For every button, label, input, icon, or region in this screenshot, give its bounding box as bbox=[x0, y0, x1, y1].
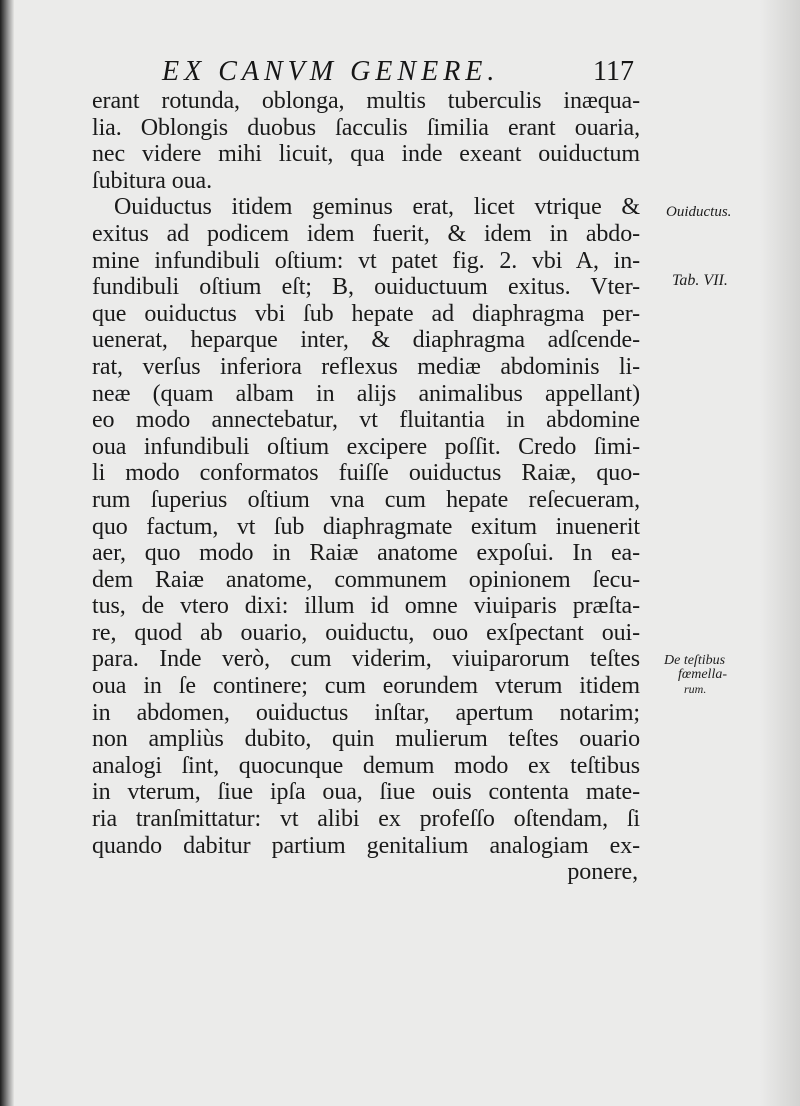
text-line: uenerat, heparque inter, & diaphragma adſcende- bbox=[92, 327, 640, 354]
text-line-final: ponere, bbox=[567, 859, 638, 886]
text-line: para. Inde verò, cum viderim, viuiparorum teſtes bbox=[92, 646, 640, 673]
text-line: analogi ſint, quocunque demum modo ex teſtibus bbox=[92, 752, 640, 779]
margin-note-line: De teſtibus bbox=[664, 653, 726, 668]
text-line: rat, verſus inferiora reflexus mediæ abdominis li- bbox=[92, 353, 640, 380]
page-body-text bbox=[92, 88, 640, 886]
text-line: li modo conformatos fuiſſe ouiductus Raiæ, quo- bbox=[92, 460, 640, 487]
page-number: 117 bbox=[593, 56, 634, 87]
text-line: fundibuli oſtium eſt; B, ouiductuum exitus. Vter- bbox=[92, 274, 640, 301]
text-line: ria tranſmittatur: vt alibi ex profeſſo oſtendam, ſi bbox=[92, 806, 640, 833]
text-line: oua infundibuli oſtium excipere poſſit. Credo ſimi- bbox=[92, 433, 640, 460]
text-line: quando dabitur partium genitalium analogiam ex- bbox=[92, 832, 640, 859]
text-line: in vterum, ſiue ipſa oua, ſiue ouis contenta mate- bbox=[92, 779, 640, 806]
page-header bbox=[150, 52, 640, 92]
text-line: dem Raiæ anatome, communem opinionem ſecu- bbox=[92, 566, 640, 593]
margin-note-line: rum. bbox=[684, 682, 707, 696]
text-line: erant rotunda, oblonga, multis tuberculis inæqua- bbox=[92, 88, 640, 114]
margin-note-tab: Tab. VII. bbox=[672, 272, 728, 289]
text-line: tus, de vtero dixi: illum id omne viuiparis præſta- bbox=[92, 593, 640, 620]
text-line: que ouiductus vbi ſub hepate ad diaphragma per- bbox=[92, 300, 640, 327]
text-line: exitus ad podicem idem fuerit, & idem in abdo- bbox=[92, 220, 640, 247]
margin-note-oviductus: Ouiductus. bbox=[666, 204, 732, 220]
text-line: Ouiductus itidem geminus erat, licet vtrique & bbox=[114, 194, 640, 221]
running-title: EX CANVM GENERE. bbox=[162, 56, 500, 87]
text-line: eo modo annectebatur, vt fluitantia in abdomine bbox=[92, 407, 640, 434]
text-line: quo factum, vt ſub diaphragmate exitum inuenerit bbox=[92, 513, 640, 540]
text-line: aer, quo modo in Raiæ anatome expoſui. In ea- bbox=[92, 540, 640, 567]
text-line: nec videre mihi licuit, qua inde exeant ouiductum bbox=[92, 141, 640, 168]
text-line: in abdomen, ouiductus inſtar, apertum notarim; bbox=[92, 699, 640, 726]
margin-note-de-testibus bbox=[664, 654, 774, 696]
text-line: non ampliùs dubito, quin mulierum teſtes ouario bbox=[92, 726, 640, 753]
margin-note-line: fœmella- bbox=[678, 667, 727, 682]
text-line: ſubitura oua. bbox=[92, 167, 213, 194]
text-line: rum ſuperius oſtium vna cum hepate reſecueram, bbox=[92, 486, 640, 513]
text-line: oua in ſe continere; cum eorundem vterum itidem bbox=[92, 673, 640, 700]
text-line: lia. Oblongis duobus ſacculis ſimilia erant ouaria, bbox=[92, 114, 640, 141]
text-line: mine infundibuli oſtium: vt patet fig. 2. vbi A, in- bbox=[92, 247, 640, 274]
page-edge-shade bbox=[760, 0, 800, 1106]
text-line: re, quod ab ouario, ouiductu, ouo exſpectant oui- bbox=[92, 619, 640, 646]
text-line: neæ (quam albam in alijs animalibus appellant) bbox=[92, 380, 640, 407]
page-gutter-shadow bbox=[0, 0, 14, 1106]
